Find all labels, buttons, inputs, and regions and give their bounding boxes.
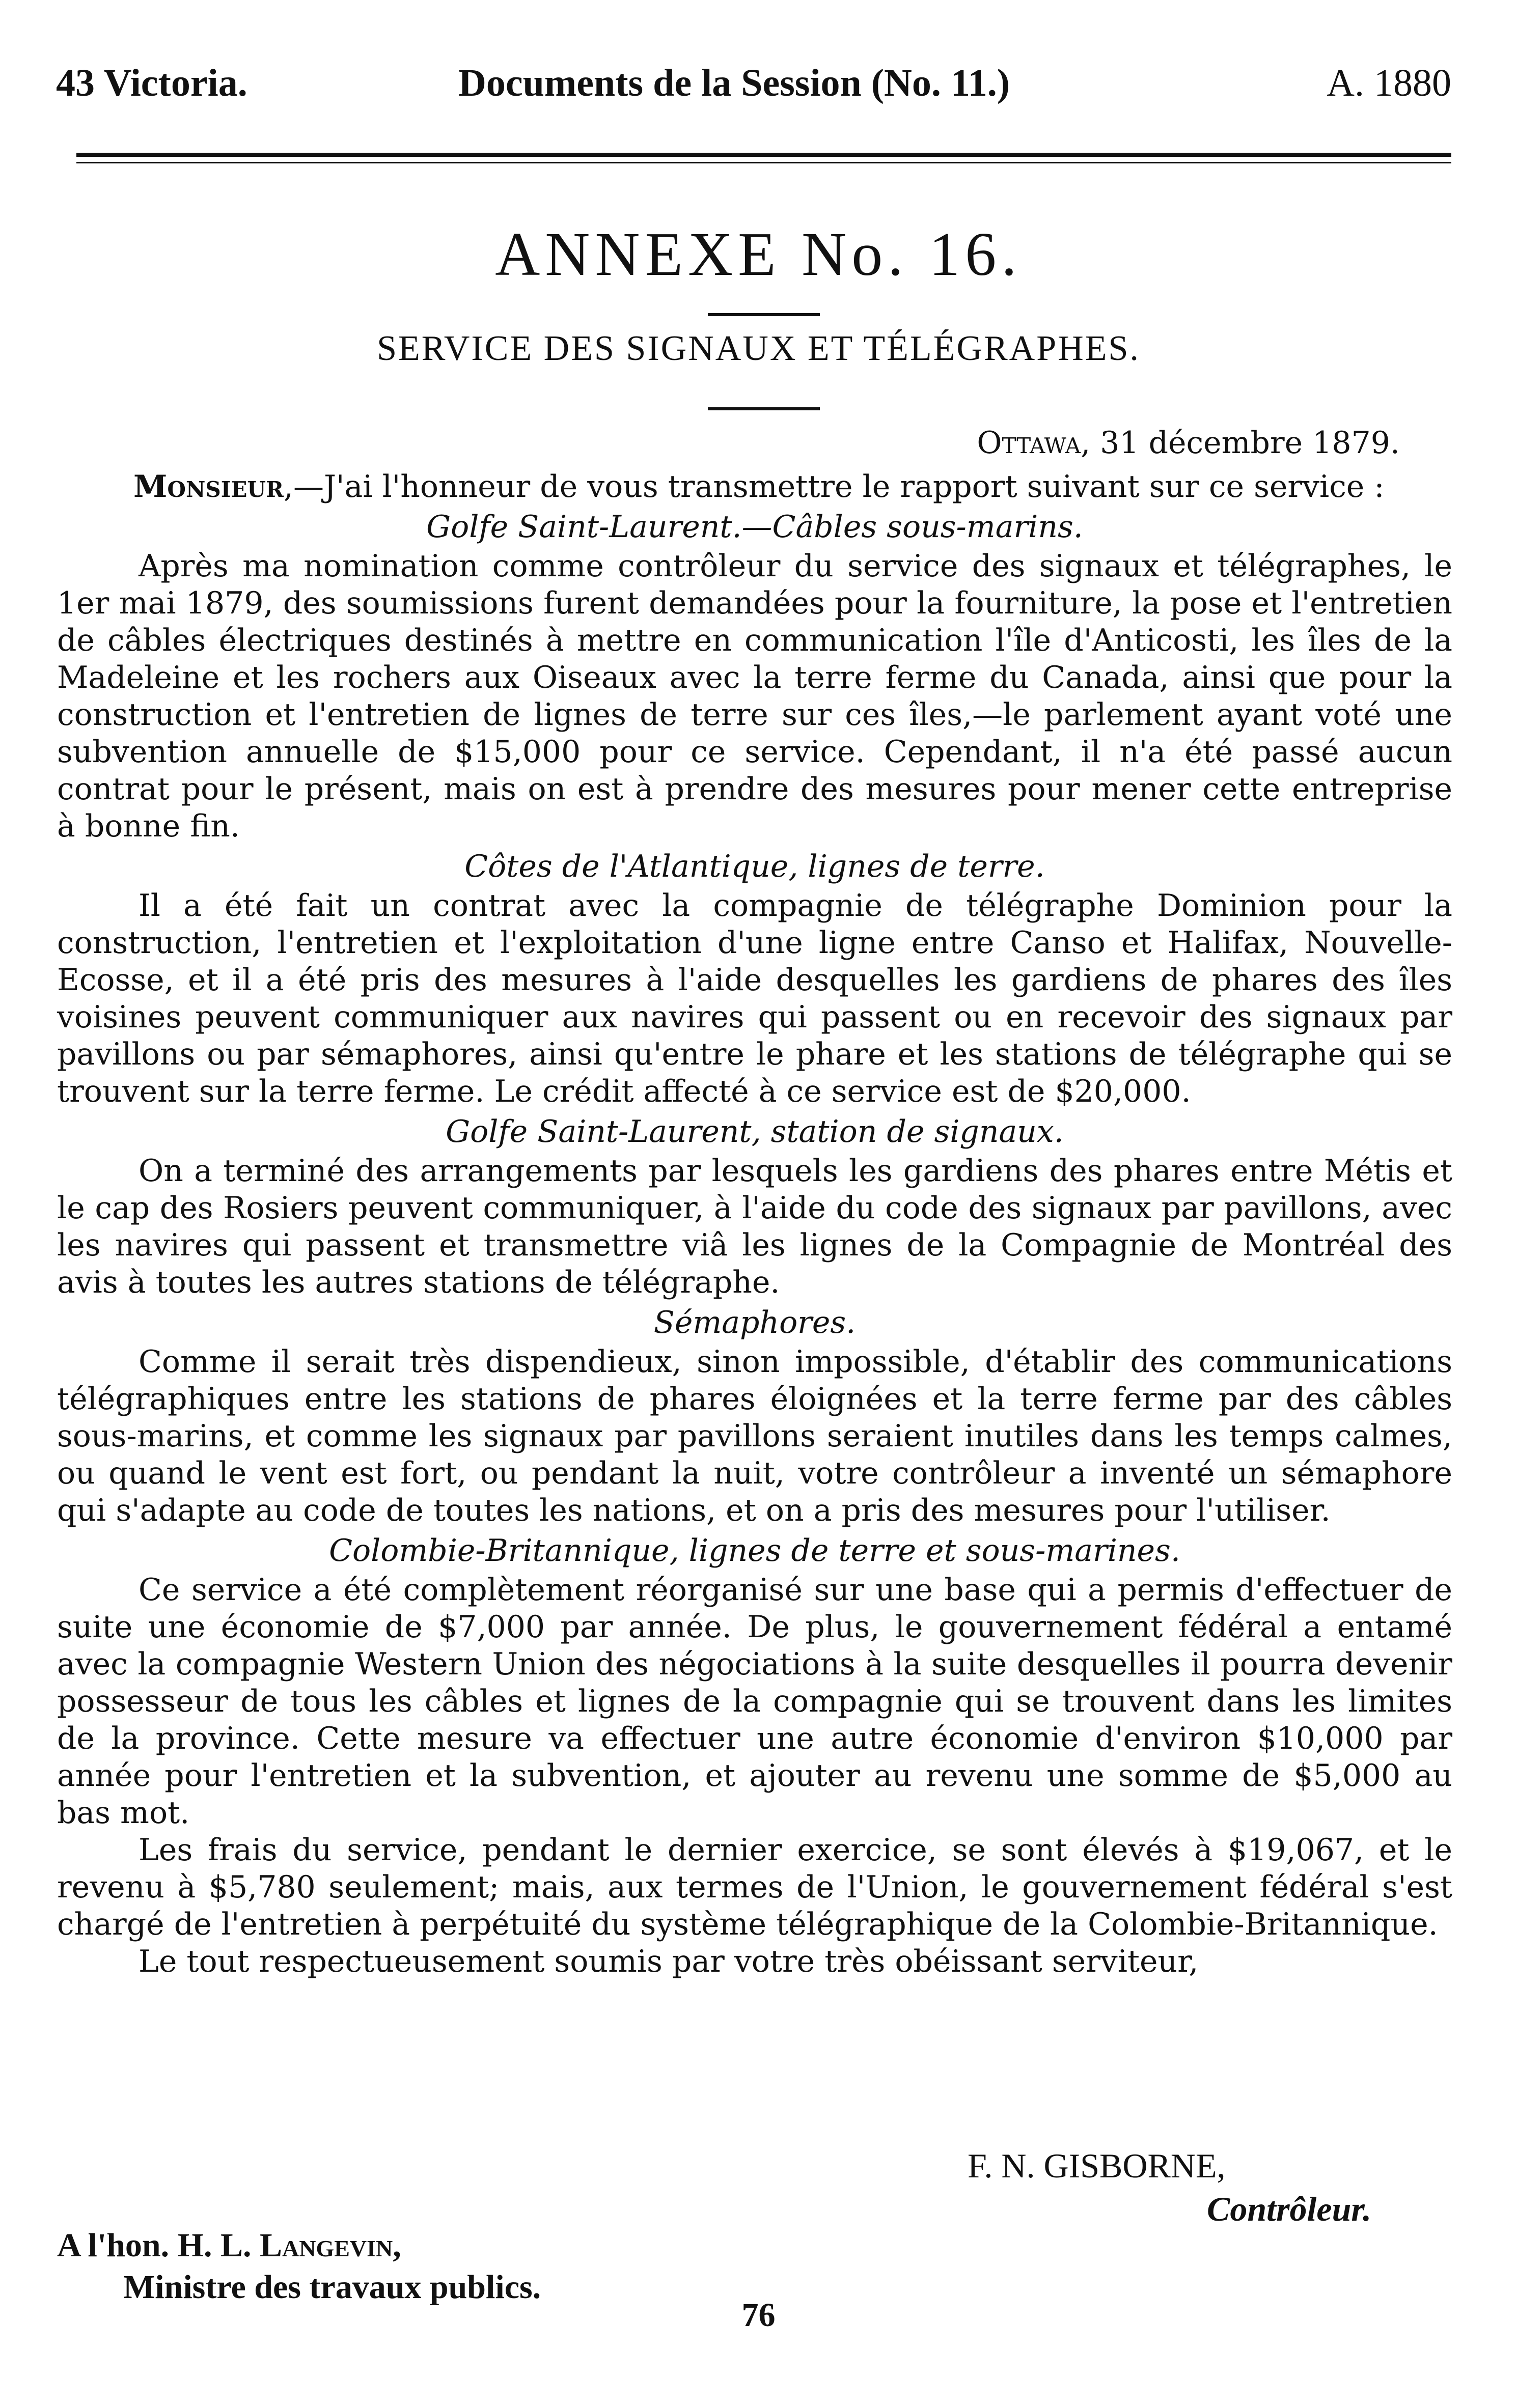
header-center: Documents de la Session (No. 11.) (458, 62, 1010, 104)
signature-name: F. N. GISBORNE, (968, 2146, 1226, 2185)
section-heading-semaphores: Sémaphores. (653, 1305, 856, 1340)
dateline-date: , 31 décembre 1879. (1081, 425, 1400, 461)
section-text-golfe-cables: Après ma nomination comme contrôleur du service des signaux et télégraphes, le 1er mai 1879, des soumissions furent demandées pour la fourniture, la pose et l'entretien de câbles électriques destinés à mettre en communication l'île d'Anticosti, les îles de la Madeleine et les rochers aux Oiseaux avec la terre ferme du Canada, ainsi que pour la construction et l'entretien de lignes de terre sur ces îles,—le parlement ayant voté une subvention annuelle de $15,000 pour ce service. Cependant, il n'a été passé aucun contrat pour le présent, mais on est à prendre des mesures pour mener cette entreprise à bonne fin. (57, 548, 1452, 844)
signature-title: Contrôleur. (1207, 2190, 1372, 2228)
section-text-colombie: Ce service a été complètement réorganisé sur une base qui a permis d'effectuer de suite une économie de $7,000 par année. De plus, le gouvernement fédéral a entamé avec la compagnie Western Union des négociations à la suite desquelles il pourra devenir possesseur de tous les câbles et lignes de la compagnie qui se trouvent dans les limites de la province. Cette mesure va effectuer une autre économie d'environ $10,000 par année pour l'entretien et la subvention, et ajouter au revenu une somme de $5,000 au bas mot. (57, 1572, 1452, 1831)
section-text-golfe-station: On a terminé des arrangements par lesquels les gardiens des phares entre Métis et le cap des Rosiers peuvent communiquer, à l'aide du code des signaux par pavillons, avec les navires qui passent et transmettre viâ les lignes de la Compagnie de Montréal des avis à toutes les autres stations de télégraphe. (57, 1153, 1452, 1300)
addressee-prefix: A l'hon. H. L. (57, 2227, 260, 2264)
addressee-suffix: , (393, 2227, 401, 2264)
addressee-line1 (57, 2225, 541, 2266)
section-text-atlantique: Il a été fait un contrat avec la compagnie de télégraphe Dominion pour la construction, l'entretien et l'exploitation d'une ligne entre Canso et Halifax, Nouvelle-Ecosse, et il a été pris des mesures à l'aide desquelles les gardiens de phares des îles voisines peuvent communiquer aux navires qui passent ou en recevoir des signaux par pavillons ou par sémaphores, ainsi qu'entre le phare et les stations de télégraphe qui se trouvent sur la terre ferme. Le crédit affecté à ce service est de $20,000. (57, 888, 1452, 1109)
closing-line: Le tout respectueusement soumis par votre très obéissant serviteur, (139, 1944, 1199, 1979)
annex-title: ANNEXE No. 16. (495, 220, 1022, 289)
title-divider (708, 313, 820, 316)
section-heading-atlantique: Côtes de l'Atlantique, lignes de terre. (464, 849, 1045, 884)
dateline (977, 425, 1400, 461)
section-heading-golfe-cables: Golfe Saint-Laurent.—Câbles sous-marins. (426, 509, 1083, 545)
paragraph-expenses: Les frais du service, pendant le dernier exercice, se sont élevés à $19,067, et le revenu à $5,780 seulement; mais, aux termes de l'Union, le gouvernement fédéral s'est chargé de l'entretien à perpétuité du système télégraphique de la Colombie-Britannique. (57, 1832, 1452, 1942)
section-text-semaphores: Comme il serait très dispendieux, sinon impossible, d'établir des communications télégraphiques entre les stations de phares éloignées et la terre ferme par des câbles sous-marins, et comme les signaux par pavillons seraient inutiles dans les temps calmes, ou quand le vent est fort, ou pendant la nuit, votre contrôleur a inventé un sémaphore qui s'adapte au code de toutes les nations, et on a pris des mesures pour l'utiliser. (57, 1344, 1452, 1528)
salutation (57, 468, 1452, 506)
running-header (56, 61, 1461, 112)
salutation-word: Monsieur (133, 469, 284, 505)
header-left: 43 Victoria. (56, 62, 247, 104)
header-right: A. 1880 (1327, 62, 1451, 104)
salutation-text: ,—J'ai l'honneur de vous transmettre le rapport suivant sur ce service : (283, 469, 1385, 505)
header-rule-thick (76, 153, 1451, 157)
page-number: 76 (741, 2297, 776, 2334)
section-heading-colombie: Colombie-Britannique, lignes de terre et sous-marines. (329, 1533, 1180, 1569)
annex-subtitle: SERVICE DES SIGNAUX ET TÉLÉGRAPHES. (377, 329, 1140, 368)
addressee-line2: Ministre des travaux publics. (123, 2269, 541, 2306)
section-heading-golfe-station: Golfe Saint-Laurent, station de signaux. (446, 1114, 1064, 1150)
dateline-place: Ottawa (977, 425, 1081, 461)
addressee-name: Langevin (259, 2227, 393, 2264)
report-body (57, 468, 1452, 1980)
header-rule-thin (76, 162, 1451, 163)
subtitle-divider (708, 407, 820, 410)
